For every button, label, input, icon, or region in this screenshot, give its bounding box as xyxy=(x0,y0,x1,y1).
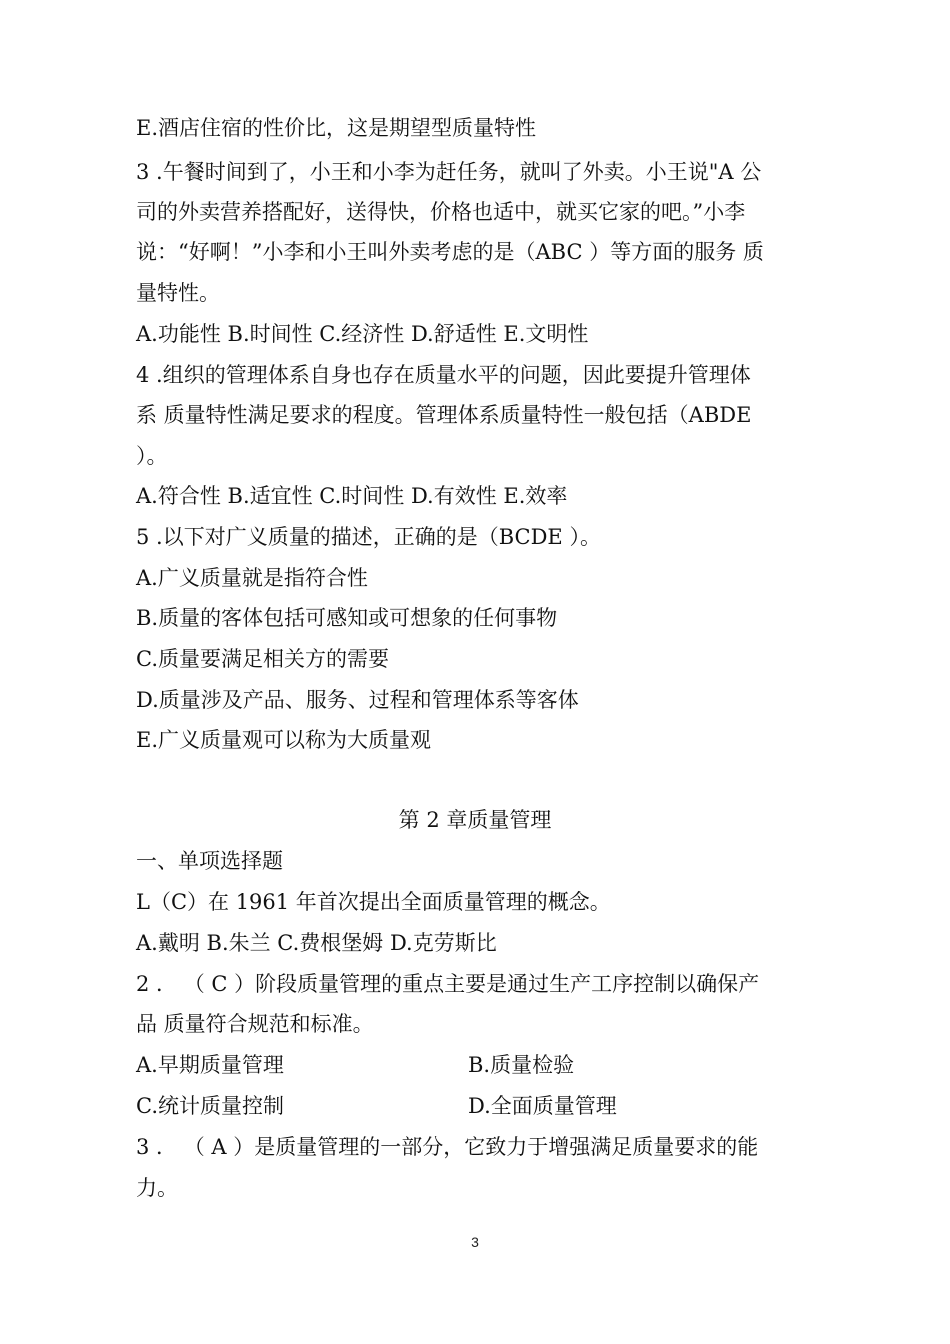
option-a: A.早期质量管理 xyxy=(136,1053,284,1077)
options-line: A.符合性 B.适宜性 C.时间性 D.有效性 E.效率 xyxy=(136,484,568,508)
option-text: B.质量的客体包括可感知或可想象的任何事物 xyxy=(136,606,558,630)
question-text: 5 .以下对广义质量的描述，正确的是（BCDE ）。 xyxy=(136,525,601,549)
question-text: 2 ． （ C ）阶段质量管理的重点主要是通过生产工序控制以确保产 xyxy=(136,972,760,996)
question-text: 品 质量符合规范和标准。 xyxy=(136,1012,374,1036)
question-text: ）。 xyxy=(136,444,168,468)
option-text: A.广义质量就是指符合性 xyxy=(136,566,368,590)
page-number: 3 xyxy=(471,1234,479,1250)
options-line: A.戴明 B.朱兰 C.费根堡姆 D.克劳斯比 xyxy=(136,931,497,955)
question-text: 4 .组织的管理体系自身也存在质量水平的问题，因此要提升管理体 xyxy=(136,363,751,387)
option-c: C.统计质量控制 xyxy=(136,1094,284,1118)
question-text: 说：“好啊！”小李和小王叫外卖考虑的是（ABC ）等方面的服务 质 xyxy=(136,240,764,264)
option-text: D.质量涉及产品、服务、过程和管理体系等客体 xyxy=(136,688,579,712)
option-d: D.全面质量管理 xyxy=(468,1094,617,1118)
chapter-title: 第 2 章质量管理 xyxy=(398,808,552,832)
question-text: 力。 xyxy=(136,1176,178,1200)
question-text: 3 ． （ A ）是质量管理的一部分，它致力于增强满足质量要求的能 xyxy=(136,1135,759,1159)
question-text: 系 质量特性满足要求的程度。管理体系质量特性一般包括（ABDE xyxy=(136,403,752,427)
option-text: C.质量要满足相关方的需要 xyxy=(136,647,389,671)
option-text: E.广义质量观可以称为大质量观 xyxy=(136,728,432,752)
question-text: 3 .午餐时间到了，小王和小李为赶任务，就叫了外卖。小王说"A 公 xyxy=(136,160,762,184)
question-text: 量特性。 xyxy=(136,281,220,305)
options-line: A.功能性 B.时间性 C.经济性 D.舒适性 E.文明性 xyxy=(136,322,589,346)
question-text: 司的外卖营养搭配好，送得快，价格也适中，就买它家的吧。”小李 xyxy=(136,200,746,224)
option-b: B.质量检验 xyxy=(468,1053,575,1077)
section-title: 一、单项选择题 xyxy=(136,849,283,873)
option-text: E.酒店住宿的性价比，这是期望型质量特性 xyxy=(136,116,537,140)
question-text: L（C）在 1961 年首次提出全面质量管理的概念。 xyxy=(136,890,611,914)
